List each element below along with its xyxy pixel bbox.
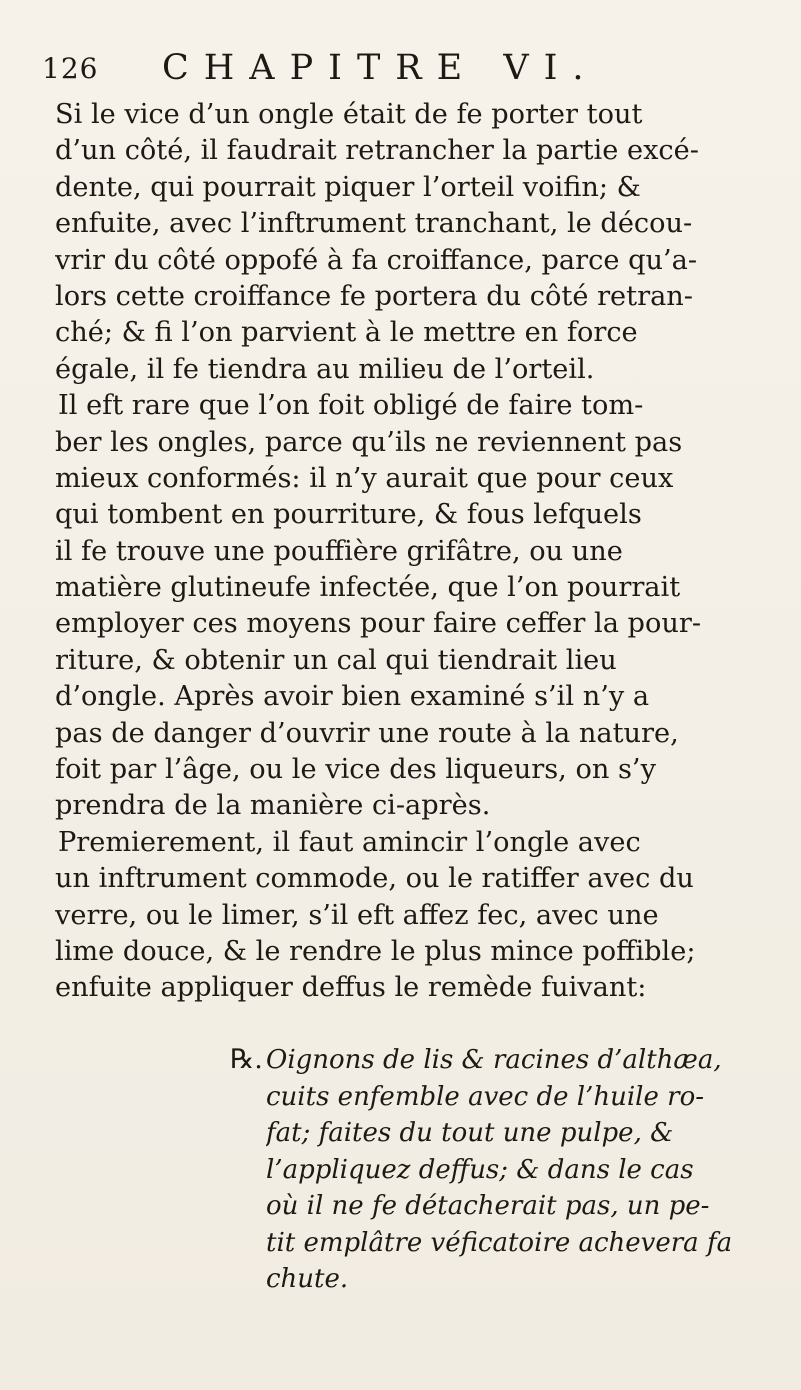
rx-symbol: ℞. <box>230 1044 263 1075</box>
recipe-line: chute. <box>266 1264 349 1294</box>
recipe-line: Oignons de lis & racines d’althæa, <box>266 1045 722 1075</box>
text-line: il fe trouve une pouffière grifâtre, ou une <box>55 535 623 567</box>
text-line: égale, il fe tiendra au milieu de l’orteil. <box>55 353 595 385</box>
body-text <box>55 97 771 1007</box>
text-line: lime douce, & le rendre le plus mince poffible; <box>55 935 696 967</box>
text-line: enfuite appliquer deffus le remède fuivant: <box>55 972 647 1004</box>
recipe-line: tit emplâtre véficatoire achevera fa <box>266 1227 733 1258</box>
text-line: d’ongle. Après avoir bien examiné s’il n’y a <box>55 681 650 713</box>
text-line: vrir du côté oppofé à fa croiffance, parce qu’a- <box>55 244 698 276</box>
text-line: qui tombent en pourriture, & fous lefquels <box>55 499 642 531</box>
text-line: verre, ou le limer, s’il eft affez fec, avec une <box>55 899 659 931</box>
text-line: Premierement, il faut amincir l’ongle avec <box>58 826 641 858</box>
remedy-recipe <box>230 1042 771 1298</box>
text-line: dente, qui pourrait piquer l’orteil voifin; & <box>55 171 641 203</box>
text-line: foit par l’âge, ou le vice des liqueurs, on s’y <box>55 754 656 786</box>
recipe-line: l’appliquez deffus; & dans le cas <box>266 1154 694 1185</box>
page-header <box>42 48 761 92</box>
text-line: matière glutineufe infectée, que l’on pourrait <box>55 572 681 604</box>
text-line: prendra de la manière ci-après. <box>55 790 491 822</box>
text-line: ber les ongles, parce qu’ils ne reviennent pas <box>55 426 683 458</box>
recipe-line: cuits enfemble avec de l’huile ro- <box>266 1081 705 1112</box>
text-line: ché; & fi l’on parvient à le mettre en force <box>55 317 638 349</box>
text-line: un inftrument commode, ou le ratiffer avec du <box>55 863 694 895</box>
recipe-line: fat; faites du tout une pulpe, & <box>266 1118 674 1148</box>
text-line: enfuite, avec l’inftrument tranchant, le décou- <box>55 208 693 240</box>
text-line: Il eft rare que l’on foit obligé de faire tom- <box>58 390 644 422</box>
text-line: lors cette croiffance fe portera du côté retran- <box>55 280 693 312</box>
text-line: d’un côté, il faudrait retrancher la partie excé- <box>55 135 699 167</box>
text-line: mieux conformés: il n’y aurait que pour ceux <box>55 462 674 494</box>
text-line: pas de danger d’ouvrir une route à la nature, <box>55 717 679 749</box>
text-line: riture, & obtenir un cal qui tiendrait lieu <box>55 644 617 676</box>
page-number: 126 <box>42 52 99 85</box>
text-line: employer ces moyens pour faire ceffer la pour- <box>55 608 702 640</box>
recipe-line: où il ne fe détacherait pas, un pe- <box>266 1191 710 1221</box>
running-head: CHAPITRE VI. <box>162 48 599 88</box>
text-line: Si le vice d’un ongle était de fe porter tout <box>55 99 643 130</box>
